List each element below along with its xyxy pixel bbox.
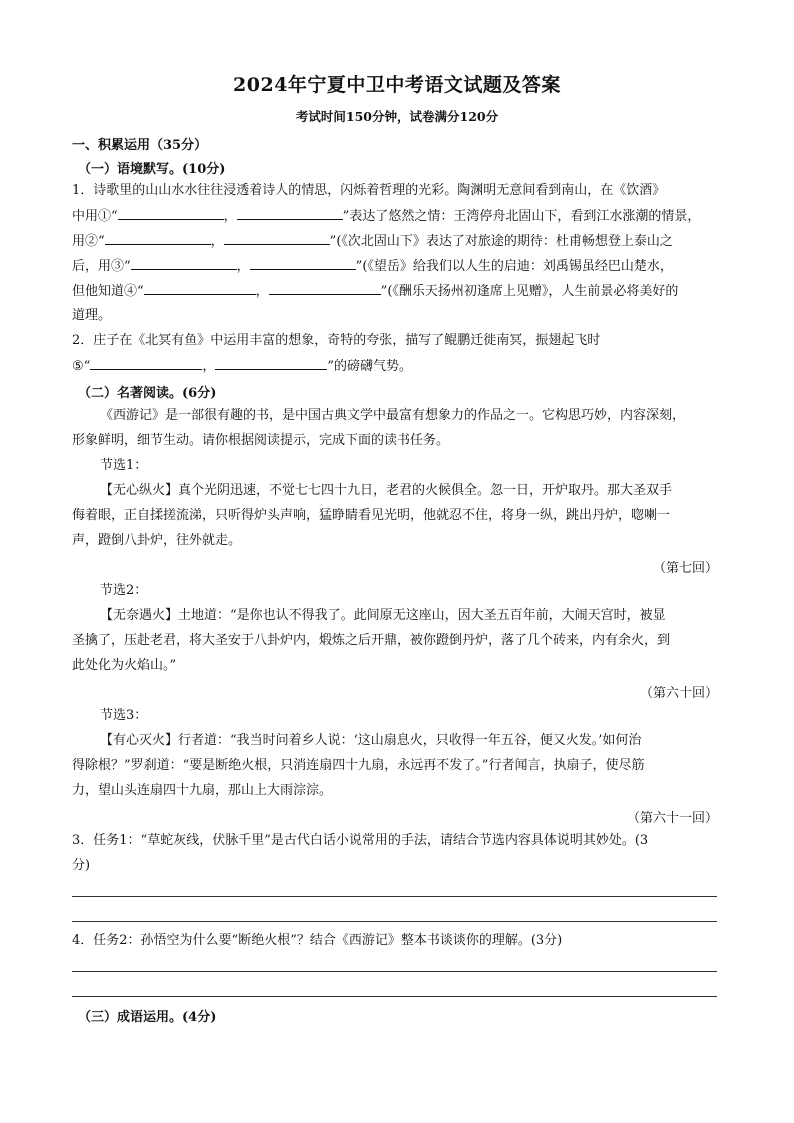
blank-5b[interactable]	[215, 357, 327, 370]
excerpt2-label: 节选2：	[100, 583, 148, 598]
blank-2b[interactable]	[224, 232, 330, 245]
q1-line4: 后，用③“ ， ”(《望岳》给我们以人生的启迪：刘禹锡虽经巴山楚水，	[72, 259, 673, 274]
q1-line6: 道理。	[72, 308, 112, 323]
part1-heading: 一、积累运用（35分）	[72, 138, 208, 153]
excerpt3-line1: 【有心灭火】行者道：“我当时问着乡人说：‘这山扇息火，只收得一年五谷，便又火发。’如何治	[100, 733, 642, 748]
q1-line3: 用②“ ， ”(《次北固山下》表达了对旅途的期待：杜甫畅想登上泰山之	[72, 234, 673, 249]
blank-3b[interactable]	[250, 257, 356, 270]
section3-heading: （三）成语运用。(4分)	[78, 1010, 217, 1025]
blank-3a[interactable]	[131, 257, 237, 270]
excerpt2-line2: 圣擒了，压赴老君，将大圣安于八卦炉内，煅炼之后开鼎，被你蹬倒丹炉，落了几个砖来，内有余火，到	[72, 633, 671, 648]
q4-line: 4．任务2：孙悟空为什么要“断绝火根”？结合《西游记》整本书谈谈你的理解。(3分)	[72, 933, 563, 948]
excerpt2-line1: 【无奈遇火】土地道：“是你也认不得我了。此间原无这座山，因大圣五百年前，大闹天宫时，被显	[100, 608, 666, 623]
q1-line2: 中用①“ ， ”表达了悠然之情：王湾停舟北固山下，看到江水涨潮的情景，	[72, 209, 701, 224]
excerpt3-line3: 力，望山头连扇四十九扇，那山上大雨淙淙。	[72, 783, 333, 798]
q3-line2: 分)	[72, 858, 91, 873]
q2-line2: ⑤“ ， ”的磅礴气势。	[72, 359, 412, 374]
excerpt3-source: （第六十一回）	[626, 811, 718, 826]
blank-1b[interactable]	[237, 207, 343, 220]
q4-answer-line-2[interactable]	[72, 996, 717, 997]
q3-line1: 3．任务1：“草蛇灰线，伏脉千里”是古代白话小说常用的手法，请结合节选内容具体说明其妙处。(3	[72, 833, 649, 848]
blank-5a[interactable]	[90, 357, 202, 370]
blank-1a[interactable]	[118, 207, 224, 220]
excerpt1-line1: 【无心纵火】真个光阴迅速，不觉七七四十九日，老君的火候俱全。忽一日，开炉取丹。那大圣双手	[100, 483, 673, 498]
q3-answer-line-2[interactable]	[72, 921, 717, 922]
excerpt1-line2: 侮着眼，正自揉搓流涕，只听得炉头声响，猛睁睛看见光明，他就忍不住，将身一纵，跳出丹炉，唿喇一	[72, 508, 671, 523]
intro-line2: 形象鲜明，细节生动。请你根据阅读提示，完成下面的读书任务。	[72, 433, 450, 448]
intro-line1: 《西游记》是一部很有趣的书，是中国古典文学中最富有想象力的作品之一。它构思巧妙，内容深刻，	[100, 408, 686, 423]
q1-line5: 但他知道④“ ， ”(《酬乐天扬州初逢席上见赠》，人生前景必将美好的	[72, 284, 679, 299]
q3-answer-line-1[interactable]	[72, 896, 717, 897]
page-title: 2024年宁夏中卫中考语文试题及答案	[233, 74, 561, 96]
excerpt1-line3: 声，蹬倒八卦炉，往外就走。	[72, 533, 242, 548]
excerpt3-line2: 得除根？”罗刹道：“要是断绝火根，只消连扇四十九扇，永远再不发了。”行者闻言，执扇子，使尽筋	[72, 758, 645, 773]
section1-heading: （一）语境默写。(10分)	[78, 162, 226, 177]
blank-2a[interactable]	[105, 232, 211, 245]
excerpt1-label: 节选1：	[100, 458, 148, 473]
excerpt3-label: 节选3：	[100, 708, 148, 723]
q2-line1: 2．庄子在《北冥有鱼》中运用丰富的想象，奇特的夸张，描写了鲲鹏迁徙南冥，振翅起飞时	[72, 333, 601, 348]
q1-line1: 1．诗歌里的山山水水往往浸透着诗人的情思，闪烁着哲理的光彩。陶渊明无意间看到南山，在《饮酒》	[72, 183, 666, 198]
section2-heading: （二）名著阅读。(6分)	[78, 386, 217, 401]
exam-info: 考试时间150分钟，试卷满分120分	[295, 109, 499, 124]
blank-4b[interactable]	[269, 282, 381, 295]
excerpt2-source: （第六十回）	[639, 686, 718, 701]
q4-answer-line-1[interactable]	[72, 971, 717, 972]
blank-4a[interactable]	[144, 282, 256, 295]
excerpt2-line3: 此处化为火焰山。”	[72, 658, 177, 673]
excerpt1-source: （第七回）	[652, 561, 718, 576]
